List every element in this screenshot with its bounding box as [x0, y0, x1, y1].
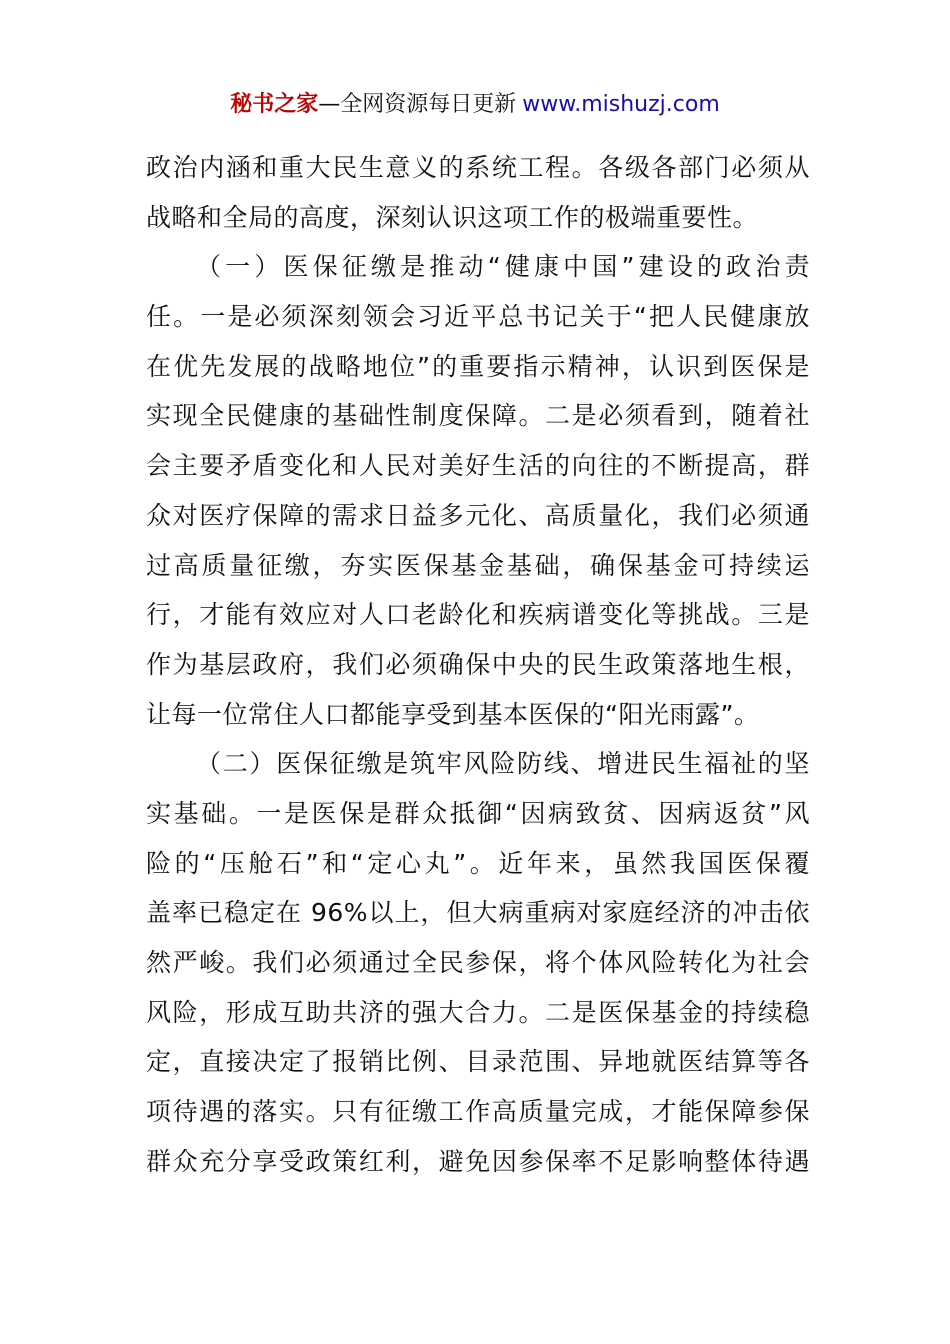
page-header: [0, 88, 950, 122]
text-line: 险的“压舱石”和“定心丸”。近年来，虽然我国医保覆: [146, 848, 810, 878]
body-text: [146, 143, 810, 1186]
text-line: 群众充分享受政策红利，避免因参保率不足影响整体待遇: [146, 1146, 810, 1176]
text-line: 项待遇的落实。只有征缴工作高质量完成，才能保障参保: [146, 1097, 810, 1127]
site-url-link[interactable]: www.mishuzj.com: [522, 92, 720, 117]
section-heading-line: （二）医保征缴是筑牢风险防线、增进民生福祉的坚: [196, 749, 810, 779]
text-line: 会主要矛盾变化和人民对美好生活的向往的不断提高，群: [146, 451, 810, 481]
text-line: 实现全民健康的基础性制度保障。二是必须看到，随着社: [146, 401, 810, 431]
text-line: 在优先发展的战略地位”的重要指示精神，认识到医保是: [146, 351, 810, 381]
text-line: 任。一是必须深刻领会习近平总书记关于“把人民健康放: [146, 302, 810, 332]
text-line: 过高质量征缴，夯实医保基金基础，确保基金可持续运: [146, 550, 810, 580]
header-tagline: 全网资源每日更新: [340, 92, 517, 117]
text-line: 众对医疗保障的需求日益多元化、高质量化，我们必须通: [146, 500, 810, 530]
text-line: 政治内涵和重大民生意义的系统工程。各级各部门必须从: [146, 153, 810, 182]
text-line: 让每一位常住人口都能享受到基本医保的“阳光雨露”。: [146, 699, 760, 729]
header-dash: —: [318, 92, 341, 117]
text-line: 作为基层政府，我们必须确保中央的民生政策落地生根，: [146, 649, 810, 679]
text-line: 实基础。一是医保是群众抵御“因病致贫、因病返贫”风: [146, 798, 810, 828]
brand-name: 秘书之家: [230, 92, 319, 117]
text-line: 然严峻。我们必须通过全民参保，将个体风险转化为社会: [146, 948, 810, 977]
text-line: 行，才能有效应对人口老龄化和疾病谱变化等挑战。三是: [146, 600, 810, 630]
section-heading-line: （一）医保征缴是推动“健康中国”建设的政治责: [196, 252, 810, 282]
text-line: 盖率已稳定在 96%以上，但大病重病对家庭经济的冲击依: [146, 898, 810, 928]
text-line: 战略和全局的高度，深刻认识这项工作的极端重要性。: [146, 202, 759, 232]
text-line: 风险，形成互助共济的强大合力。二是医保基金的持续稳: [146, 997, 810, 1027]
text-line: 定，直接决定了报销比例、目录范围、异地就医结算等各: [146, 1047, 810, 1077]
